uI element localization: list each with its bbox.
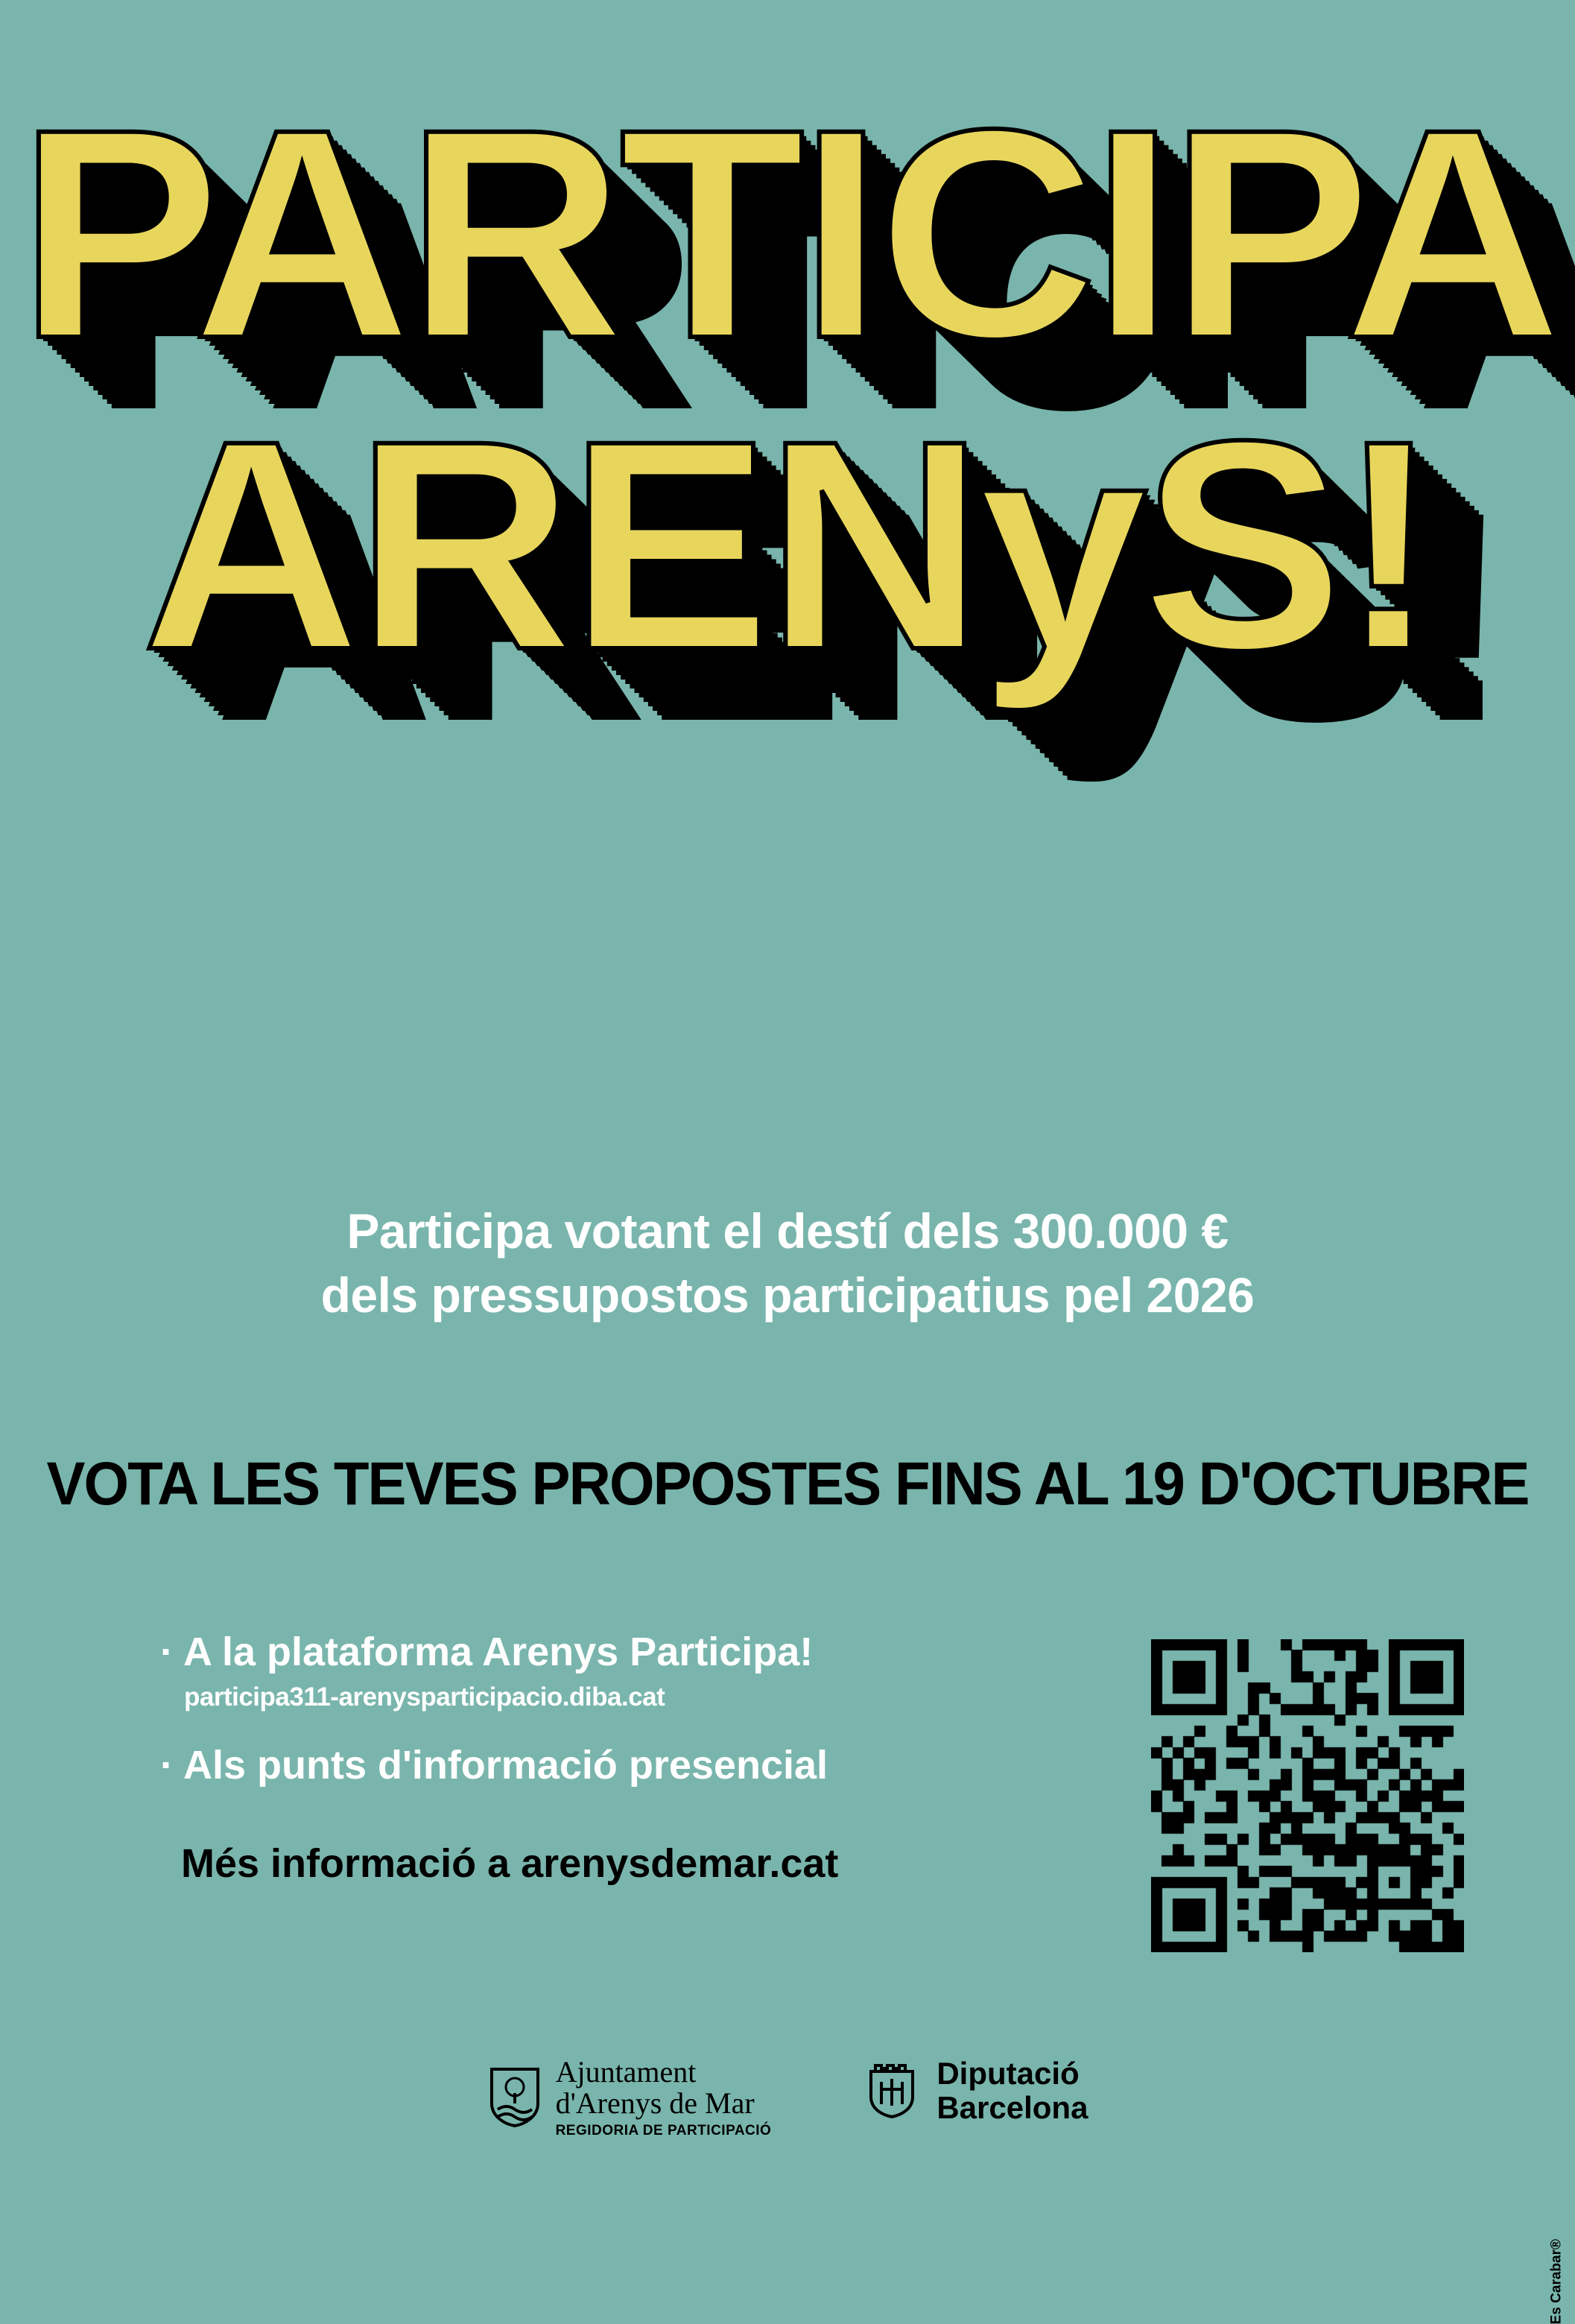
subtitle-line-1: Participa votant el destí dels 300.000 € (346, 1203, 1229, 1258)
designer-credit: Es Carabar® (1548, 2239, 1564, 2324)
platform-url[interactable]: participa311-arenysparticipacio.diba.cat (184, 1682, 665, 1712)
voting-deadline-text: VOTA LES TEVES PROPOSTES FINS AL 19 D'OCTUBRE (46, 1450, 1529, 1518)
ajuntament-line-3: REGIDORIA DE PARTICIPACIÓ (555, 2123, 772, 2138)
poster-headline (0, 67, 1575, 712)
logo-ajuntament-arenys-de-mar (487, 2057, 772, 2138)
channel-inperson-label: · Als punts d'informació presencial (160, 1742, 828, 1788)
headline-line-1: PARTICIPA (18, 67, 1557, 400)
diputacio-logo-text (937, 2057, 1088, 2125)
arenys-de-mar-crest-icon (487, 2066, 542, 2129)
poster-subtitle (0, 1200, 1575, 1328)
qr-code[interactable] (1151, 1639, 1464, 1952)
diputacio-barcelona-crest-icon (868, 2059, 923, 2122)
participation-channels (160, 1628, 1099, 1887)
ajuntament-logo-text (556, 2057, 772, 2138)
diputacio-line-1: Diputació (937, 2056, 1080, 2091)
ajuntament-line-2: d'Arenys de Mar (555, 2086, 755, 2120)
more-info-text[interactable]: Més informació a arenysdemar.cat (181, 1840, 839, 1886)
subtitle-line-2: dels pressupostos participatius pel 2026 (320, 1267, 1255, 1323)
ajuntament-line-1: Ajuntament (555, 2055, 697, 2089)
footer-logos (0, 2057, 1575, 2138)
diputacio-line-2: Barcelona (937, 2090, 1088, 2126)
headline-line-2: ARENyS! (142, 379, 1433, 712)
channel-platform-label: · A la plataforma Arenys Participa! (160, 1630, 814, 1674)
logo-diputacio-barcelona (868, 2057, 1088, 2125)
qr-code-icon[interactable] (1151, 1639, 1464, 1952)
